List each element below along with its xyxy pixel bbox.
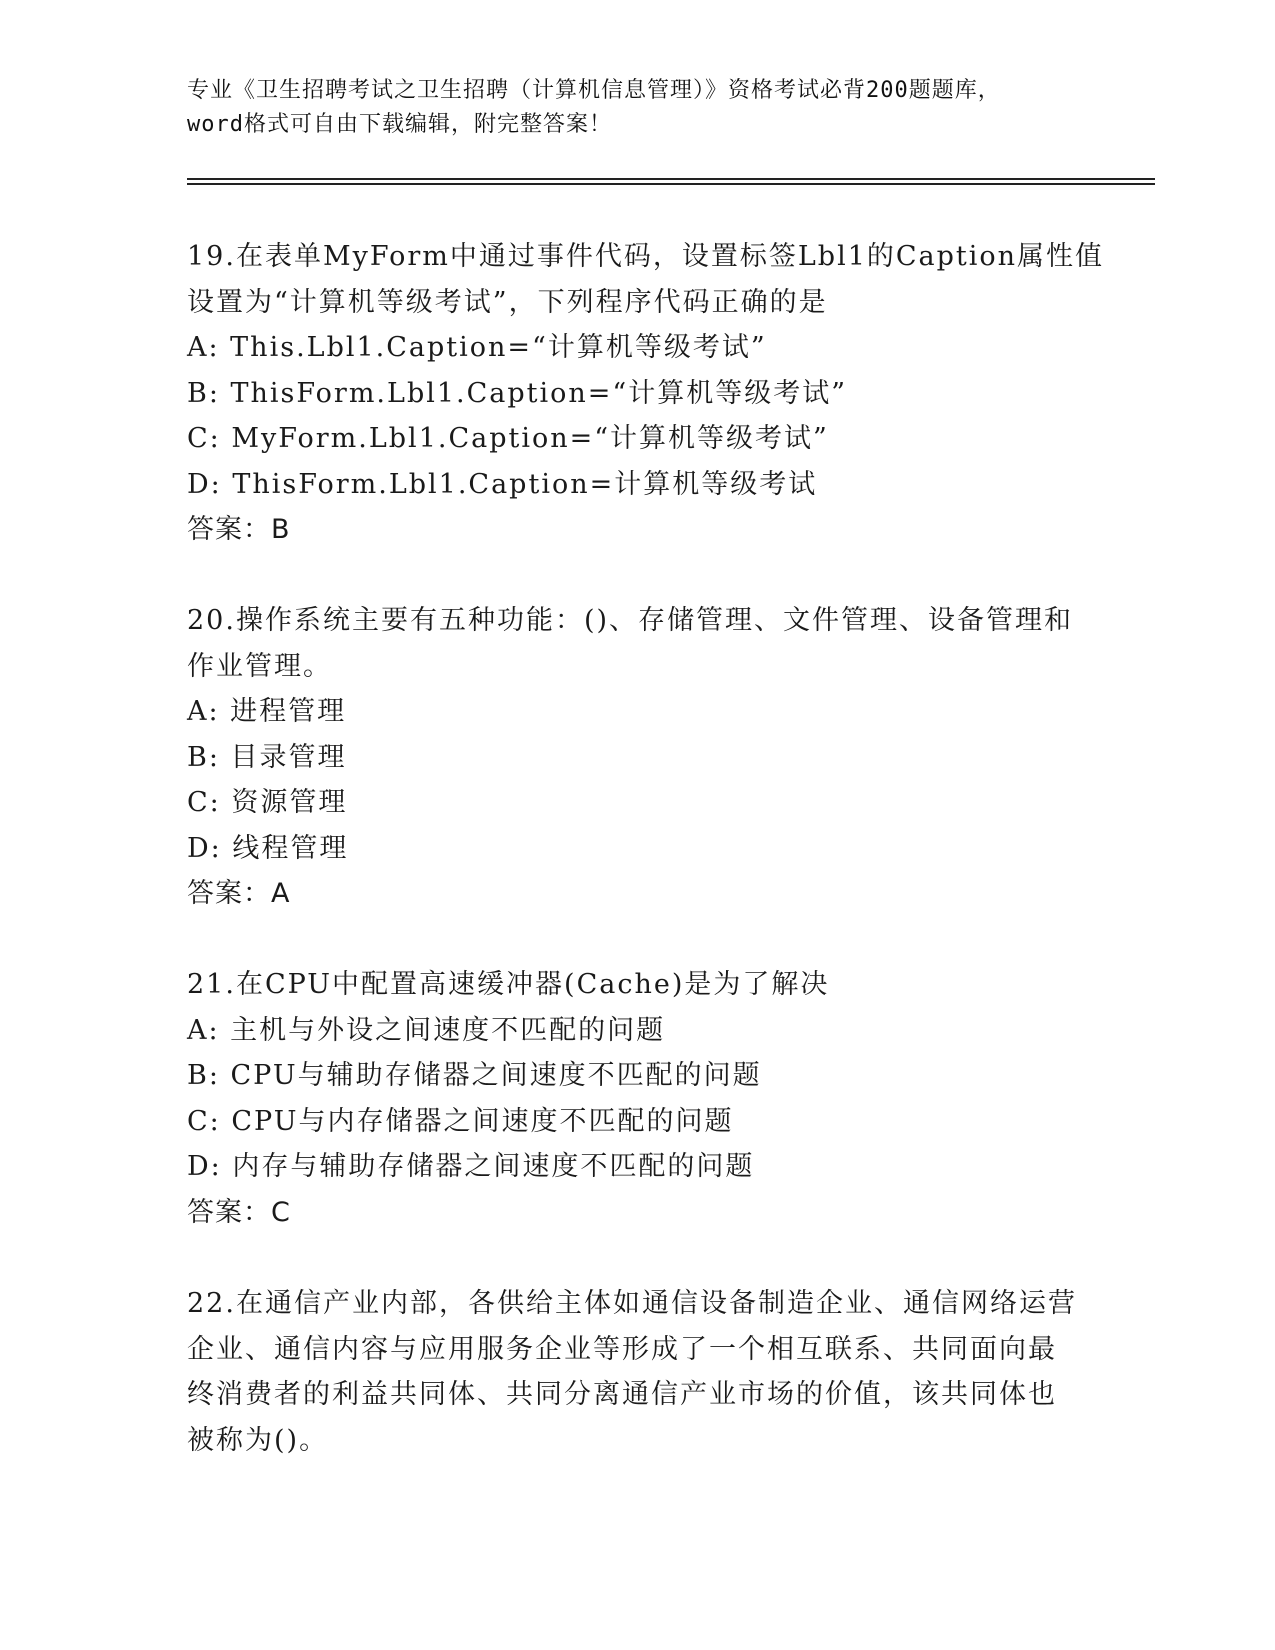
question-stem-line: 20.操作系统主要有五种功能：()、存储管理、文件管理、设备管理和 xyxy=(187,605,1074,636)
answer-label: 答案：B xyxy=(187,514,291,545)
question-21 xyxy=(187,962,1087,1235)
question-22 xyxy=(187,1281,1087,1463)
question-stem-line: 企业、通信内容与应用服务企业等形成了一个相互联系、共同面向最 xyxy=(187,1333,1057,1365)
question-stem-line: 终消费者的利益共同体、共同分离通信产业市场的价值，该共同体也 xyxy=(187,1379,1057,1410)
answer-label: 答案：A xyxy=(187,878,291,909)
question-19 xyxy=(187,234,1105,553)
header-divider-bottom xyxy=(187,183,1155,185)
option-d: D: 内存与辅助存储器之间速度不匹配的问题 xyxy=(187,1151,755,1182)
option-a: A: This.Lbl1.Caption=“计算机等级考试” xyxy=(187,332,767,363)
question-20 xyxy=(187,598,1087,917)
option-d: D: 线程管理 xyxy=(187,832,349,864)
option-c: C: CPU与内存储器之间速度不匹配的问题 xyxy=(187,1105,734,1137)
option-c: C: MyForm.Lbl1.Caption=“计算机等级考试” xyxy=(187,423,829,454)
question-stem-line: 21.在CPU中配置高速缓冲器(Cache)是为了解决 xyxy=(187,969,830,1000)
question-stem-line: 被称为()。 xyxy=(187,1424,329,1456)
question-stem-line: 设置为“计算机等级考试”，下列程序代码正确的是 xyxy=(187,286,828,318)
option-c: C: 资源管理 xyxy=(187,787,348,818)
document-header xyxy=(187,74,1087,142)
question-stem-line: 19.在表单MyForm中通过事件代码，设置标签Lbl1的Caption属性值 xyxy=(187,241,1105,272)
option-d: D: ThisForm.Lbl1.Caption=计算机等级考试 xyxy=(187,468,818,500)
option-b: B: CPU与辅助存储器之间速度不匹配的问题 xyxy=(187,1060,762,1091)
option-a: A: 进程管理 xyxy=(187,696,347,727)
question-stem-line: 22.在通信产业内部，各供给主体如通信设备制造企业、通信网络运营 xyxy=(187,1288,1077,1319)
question-stem-line: 作业管理。 xyxy=(187,650,332,682)
option-b: B: 目录管理 xyxy=(187,741,347,773)
header-line-1: 专业《卫生招聘考试之卫生招聘（计算机信息管理）》资格考试必背200题题库， xyxy=(187,78,1001,103)
header-divider-top xyxy=(187,178,1155,180)
option-b: B: ThisForm.Lbl1.Caption=“计算机等级考试” xyxy=(187,377,848,409)
option-a: A: 主机与外设之间速度不匹配的问题 xyxy=(187,1014,666,1046)
header-line-2: word格式可自由下载编辑，附完整答案！ xyxy=(187,112,612,137)
answer-label: 答案：C xyxy=(187,1196,291,1228)
